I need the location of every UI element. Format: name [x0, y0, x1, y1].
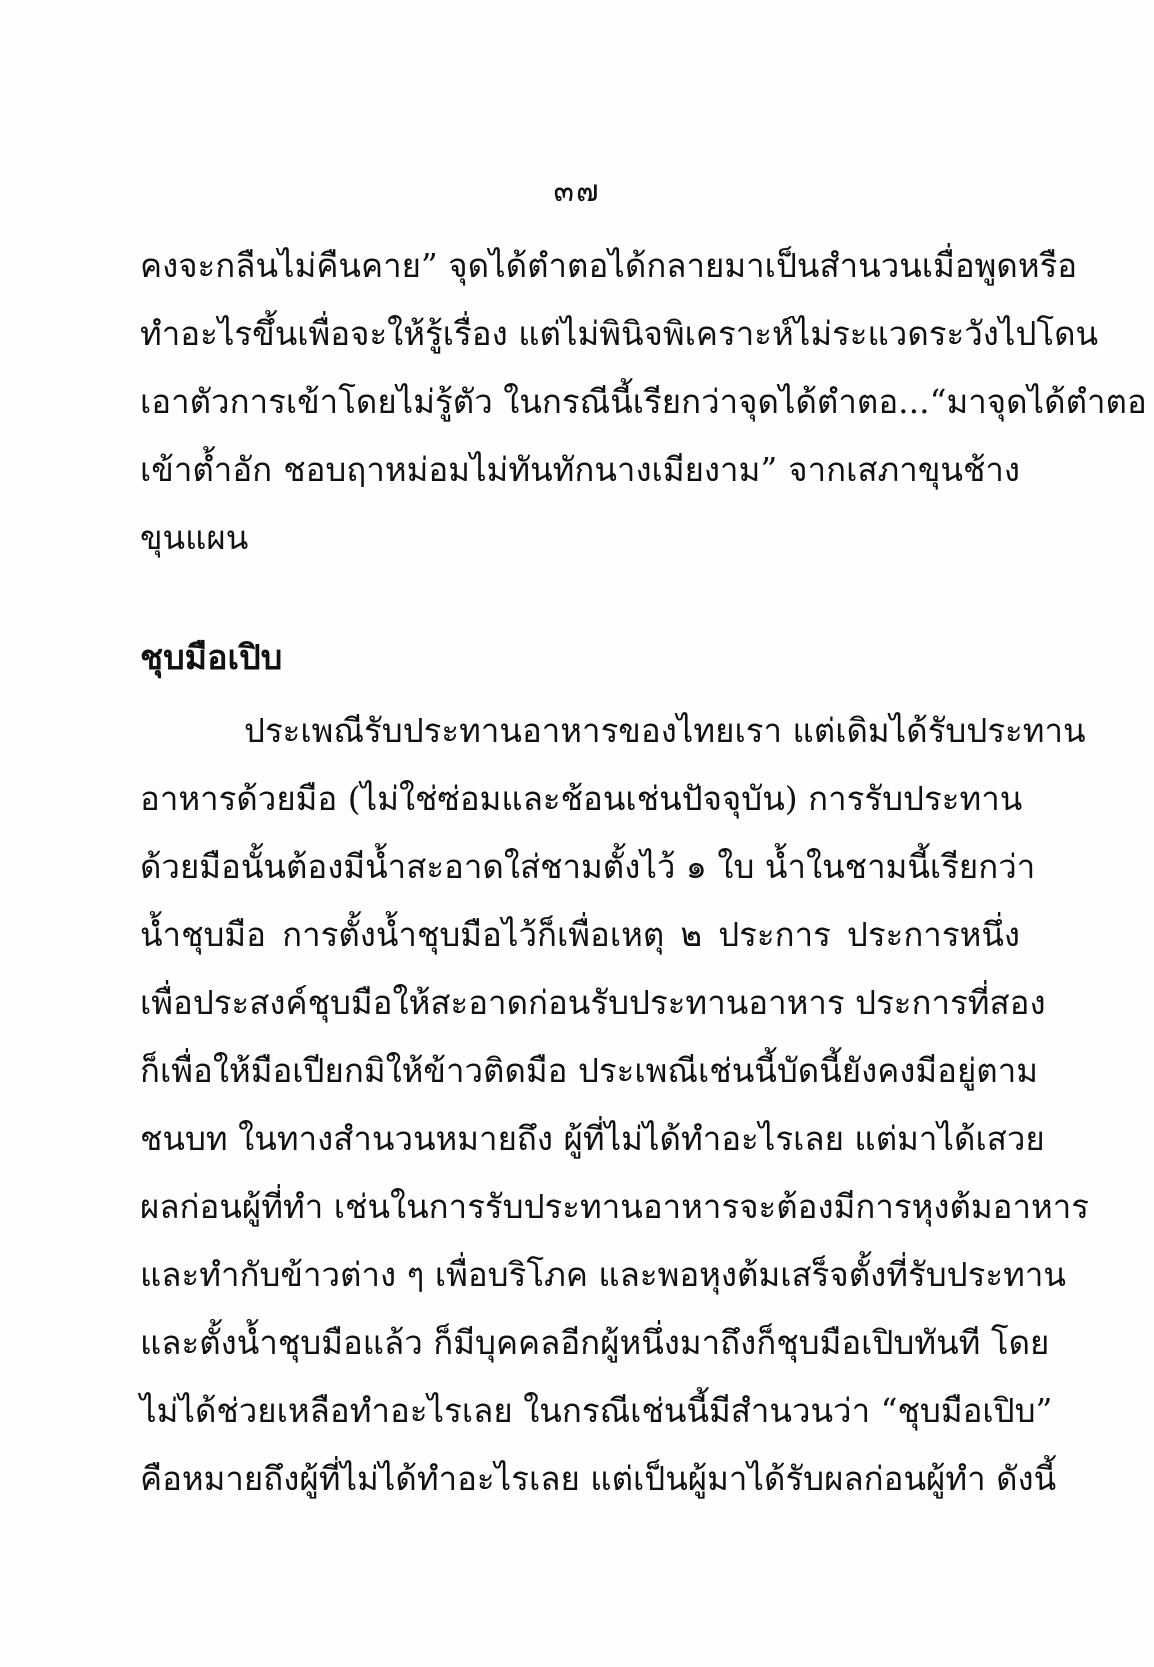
section-heading: ชุบมือเปิบ — [140, 638, 283, 678]
text-line: ชนบท ในทางสำนวนหมายถึง ผู้ที่ไม่ได้ทำอะไรเลย แต่มาได้เสวย — [140, 1119, 1045, 1158]
text-line: คงจะกลืนไม่คืนคาย” จุดได้ตำตอได้กลายมาเป็นสำนวนเมื่อพูดหรือ — [140, 246, 1078, 285]
text-line: เพื่อประสงค์ชุบมือให้สะอาดก่อนรับประทานอาหาร ประการที่สอง — [140, 983, 1046, 1022]
text-line: น้ำชุบมือ การตั้งน้ำชุบมือไว้ก็เพื่อเหตุ ๒ ประการ ประการหนึ่ง — [140, 915, 1020, 954]
paragraph-body — [140, 697, 1090, 1513]
page-number: ๓๗ — [553, 174, 601, 209]
text-line: และตั้งน้ำชุบมือแล้ว ก็มีบุคคลอีกผู้หนึ่งมาถึงก็ชุบมือเปิบทันที โดย — [140, 1323, 1050, 1362]
text-line: ผลก่อนผู้ที่ทำ เช่นในการรับประทานอาหารจะต้องมีการหุงต้มอาหาร — [140, 1187, 1090, 1226]
text-line: ขุนแผน — [140, 518, 249, 557]
text-line: ไม่ได้ช่วยเหลือทำอะไรเลย ในกรณีเช่นนี้มีสำนวนว่า “ชุบมือเปิบ” — [140, 1391, 1053, 1430]
text-line: ด้วยมือนั้นต้องมีน้ำสะอาดใส่ชามตั้งไว้ ๑ ใบ น้ำในชามนี้เรียกว่า — [140, 847, 1036, 886]
text-line: เอาตัวการเข้าโดยไม่รู้ตัว ในกรณีนี้เรียกว่าจุดได้ตำตอ...“มาจุดได้ตำตอ — [140, 382, 1147, 421]
paragraph-continuation — [140, 232, 1147, 572]
text-line: ประเพณีรับประทานอาหารของไทยเรา แต่เดิมได้รับประทาน — [244, 711, 1086, 750]
text-line: คือหมายถึงผู้ที่ไม่ได้ทำอะไรเลย แต่เป็นผู้มาได้รับผลก่อนผู้ทำ ดังนี้ — [140, 1459, 1057, 1498]
text-line: และทำกับข้าวต่าง ๆ เพื่อบริโภค และพอหุงต้มเสร็จตั้งที่รับประทาน — [140, 1255, 1066, 1294]
text-line: ทำอะไรขึ้นเพื่อจะให้รู้เรื่อง แต่ไม่พินิจพิเคราะห์ไม่ระแวดระวังไปโดน — [140, 314, 1099, 353]
text-line: อาหารด้วยมือ (ไม่ใช่ซ่อมและช้อนเช่นปัจจุบัน) การรับประทาน — [140, 779, 1023, 818]
text-line: ก็เพื่อให้มือเปียกมิให้ข้าวติดมือ ประเพณีเช่นนี้บัดนี้ยังคงมีอยู่ตาม — [140, 1051, 1039, 1090]
text-line: เข้าต้ำอัก ชอบฤาหม่อมไม่ทันทักนางเมียงาม” จากเสภาขุนช้าง — [140, 450, 1020, 489]
